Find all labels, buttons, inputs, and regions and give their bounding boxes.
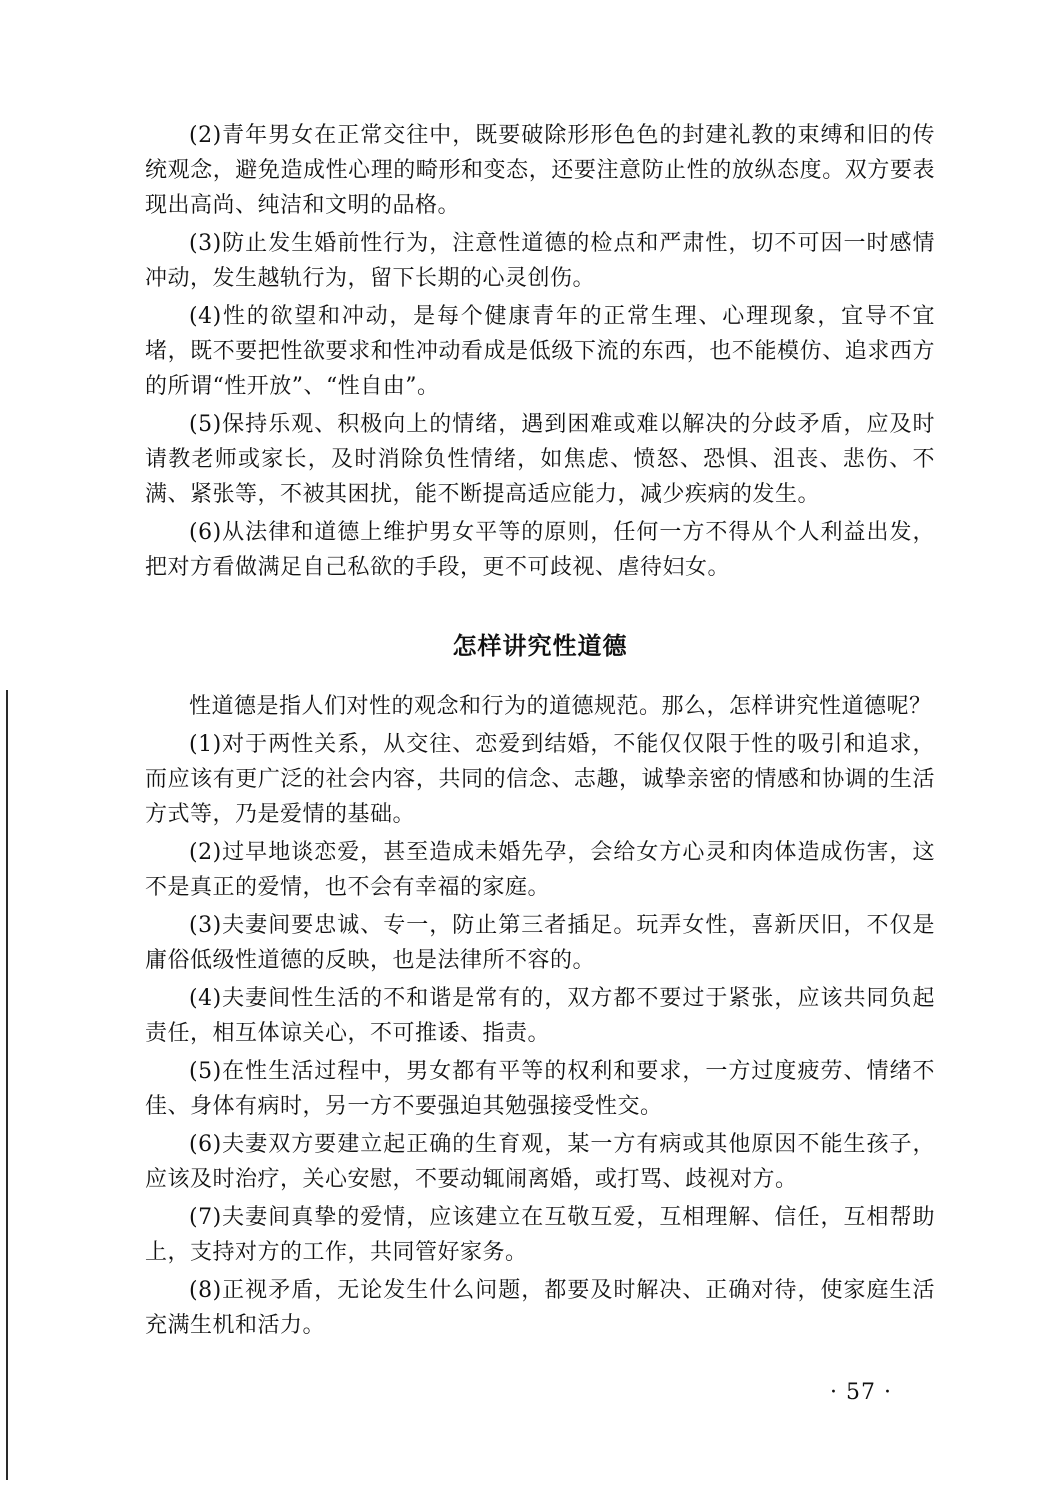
moral-point-4: (4)夫妻间性生活的不和谐是常有的，双方都不要过于紧张，应该共同负起责任，相互体谅关心，不可推诿、指责。: [145, 986, 935, 1046]
paragraph-point-4: (4)性的欲望和冲动，是每个健康青年的正常生理、心理现象，宜导不宜堵，既不要把性欲要求和性冲动看成是低级下流的东西，也不能模仿、追求西方的所谓“性开放”、“性自由”。: [145, 304, 935, 399]
section-intro: 性道德是指人们对性的观念和行为的道德规范。那么，怎样讲究性道德呢？: [189, 694, 932, 719]
moral-point-1: (1)对于两性关系，从交往、恋爱到结婚，不能仅仅限于性的吸引和追求，而应该有更广泛的社会内容，共同的信念、志趣，诚挚亲密的情感和协调的生活方式等，乃是爱情的基础。: [145, 732, 935, 827]
paragraph-point-2: (2)青年男女在正常交往中，既要破除形形色色的封建礼教的束缚和旧的传统观念，避免造成性心理的畸形和变态，还要注意防止性的放纵态度。双方要表现出高尚、纯洁和文明的品格。: [145, 123, 935, 218]
section-heading: 怎样讲究性道德: [452, 632, 628, 660]
moral-point-2: (2)过早地谈恋爱，甚至造成未婚先孕，会给女方心灵和肉体造成伤害，这不是真正的爱情，也不会有幸福的家庭。: [145, 840, 935, 900]
paragraph-point-5: (5)保持乐观、积极向上的情绪，遇到困难或难以解决的分歧矛盾，应及时请教老师或家长，及时消除负性情绪，如焦虑、愤怒、恐惧、沮丧、悲伤、不满、紧张等，不被其困扰，能不断提高适应能力，减少疾病的发生。: [145, 412, 935, 507]
page-body: [145, 118, 935, 1343]
moral-point-3: (3)夫妻间要忠诚、专一，防止第三者插足。玩弄女性，喜新厌旧，不仅是庸俗低级性道德的反映，也是法律所不容的。: [145, 913, 935, 973]
paragraph-point-3: (3)防止发生婚前性行为，注意性道德的检点和严肃性，切不可因一时感情冲动，发生越轨行为，留下长期的心灵创伤。: [145, 231, 935, 291]
paragraph-point-6: (6)从法律和道德上维护男女平等的原则，任何一方不得从个人利益出发，把对方看做满足自己私欲的手段，更不可歧视、虐待妇女。: [145, 520, 935, 580]
moral-point-7: (7)夫妻间真挚的爱情，应该建立在互敬互爱，互相理解、信任，互相帮助上，支持对方的工作，共同管好家务。: [145, 1205, 935, 1265]
page-number: · 57 ·: [830, 1380, 892, 1405]
scan-edge-line: [6, 690, 8, 1480]
moral-point-5: (5)在性生活过程中，男女都有平等的权利和要求，一方过度疲劳、情绪不佳、身体有病时，另一方不要强迫其勉强接受性交。: [145, 1059, 935, 1119]
moral-point-8: (8)正视矛盾，无论发生什么问题，都要及时解决、正确对待，使家庭生活充满生机和活力。: [145, 1278, 935, 1338]
moral-point-6: (6)夫妻双方要建立起正确的生育观，某一方有病或其他原因不能生孩子，应该及时治疗，关心安慰，不要动辄闹离婚，或打骂、歧视对方。: [145, 1132, 935, 1192]
